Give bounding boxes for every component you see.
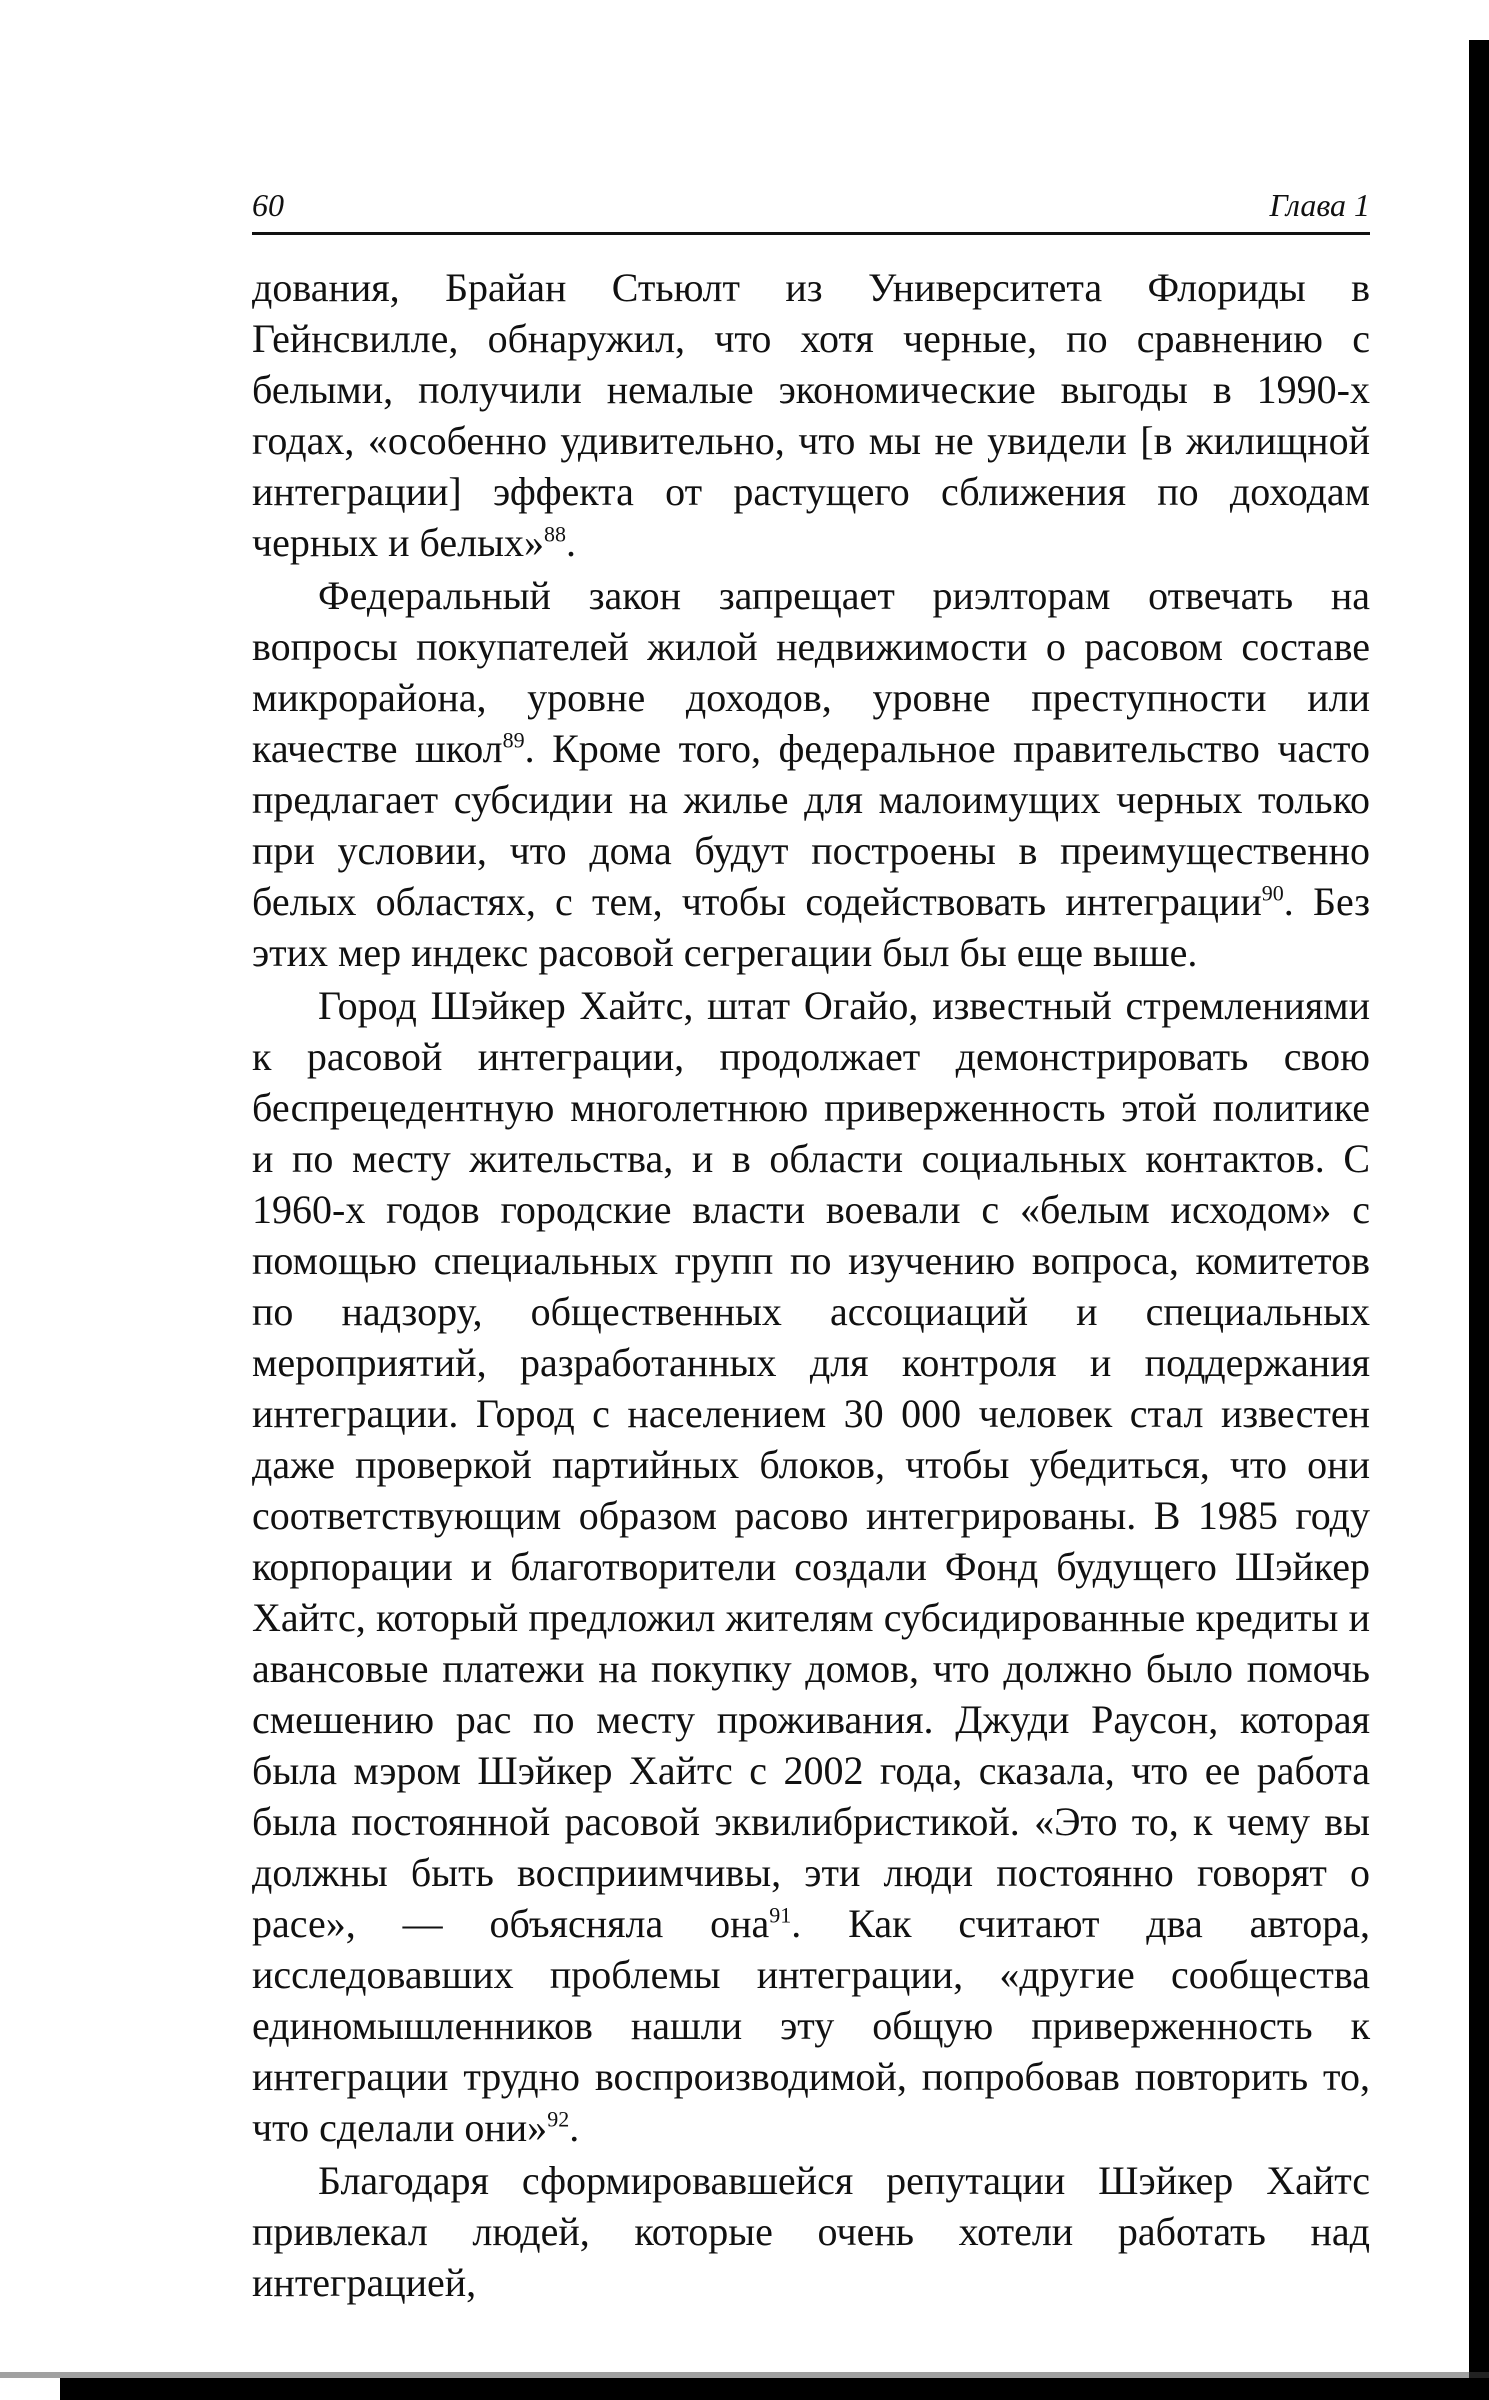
paragraph-text: . [569,2105,580,2150]
footnote-marker[interactable]: 88 [543,521,566,547]
running-head [252,180,1370,235]
paragraph-text: . Без этих мер индекс расовой сегрегации был бы еще выше. [252,879,1371,975]
paragraph-text: дования, Брайан Стьюлт из Университета Флориды в Гейнсвилле, обнаружил, что хотя черные, по сравнению с белыми, получили немалые экономические выгоды в 1990-х годах, «особенно удивительно, что мы не увидели [в жилищной интеграции] эффекта от растущего сближения по доходам черных и белых» [252,265,1370,565]
paragraph-text: . Как считают два автора, исследовавших проблемы интеграции, «другие сообщества единомышленников нашли эту общую приверженность к интеграции трудно воспроизводимой, попробовав повторить то, что сделали они» [252,1901,1370,2150]
scan-edge-right [1469,40,1489,2400]
footnote-marker[interactable]: 91 [769,1902,792,1928]
body-text [252,262,1370,2308]
paragraph [252,262,1370,568]
footnote-marker[interactable]: 89 [502,727,525,753]
paragraph-text: . [565,520,576,565]
paragraph-text: Благодаря сформировавшейся репутации Шэйкер Хайтс привлекал людей, которые очень хотели работать над интеграцией, [252,2158,1370,2305]
footnote-marker[interactable]: 92 [547,2106,570,2132]
chapter-title: Глава 1 [1269,187,1370,223]
paragraph-text: Федеральный закон запрещает риэлторам отвечать на вопросы покупателей жилой недвижимости о расовом составе микрорайона, уровне доходов, уровне преступности или качестве школ [252,573,1370,771]
page-number: 60 [252,187,284,223]
paragraph-text: Город Шэйкер Хайтс, штат Огайо, известный стремлениями к расовой интеграции, продолжает демонстрировать свою беспрецедентную многолетнюю приверженность этой политике и по месту жительства, и в области социальных контактов. С 1960-х годов городские власти воевали с «белым исходом» с помощью специальных групп по изучению вопроса, комитетов по надзору, общественных ассоциаций и специальных мероприятий, разработанных для контроля и поддержания интеграции. Город с населением 30 000 человек стал известен даже проверкой партийных блоков, чтобы убедиться, что они соответствующим образом расово интегрированы. В 1985 году корпорации и благотворители создали Фонд будущего Шэйкер Хайтс, который предложил жителям субсидированные кредиты и авансовые платежи на покупку домов, что должно было помочь смешению рас по месту проживания. Джуди Раусон, которая была мэром Шэйкер Хайтс с 2002 года, сказала, что ее работа была постоянной расовой эквилибристикой. «Это то, к чему вы должны быть восприимчивы, эти люди постоянно говорят о расе», — объясняла она [252,983,1370,1946]
footnote-marker[interactable]: 90 [1261,880,1284,906]
paragraph [252,980,1370,2153]
paragraph [252,570,1370,978]
paragraph-text: . Кроме того, федеральное правительство часто предлагает субсидии на жилье для малоимущих черных только при условии, что дома будут построены в преимущественно белых областях, с тем, чтобы содействовать интеграции [252,726,1370,924]
scan-edge-bottom [60,2378,1489,2400]
paragraph [252,2155,1370,2308]
